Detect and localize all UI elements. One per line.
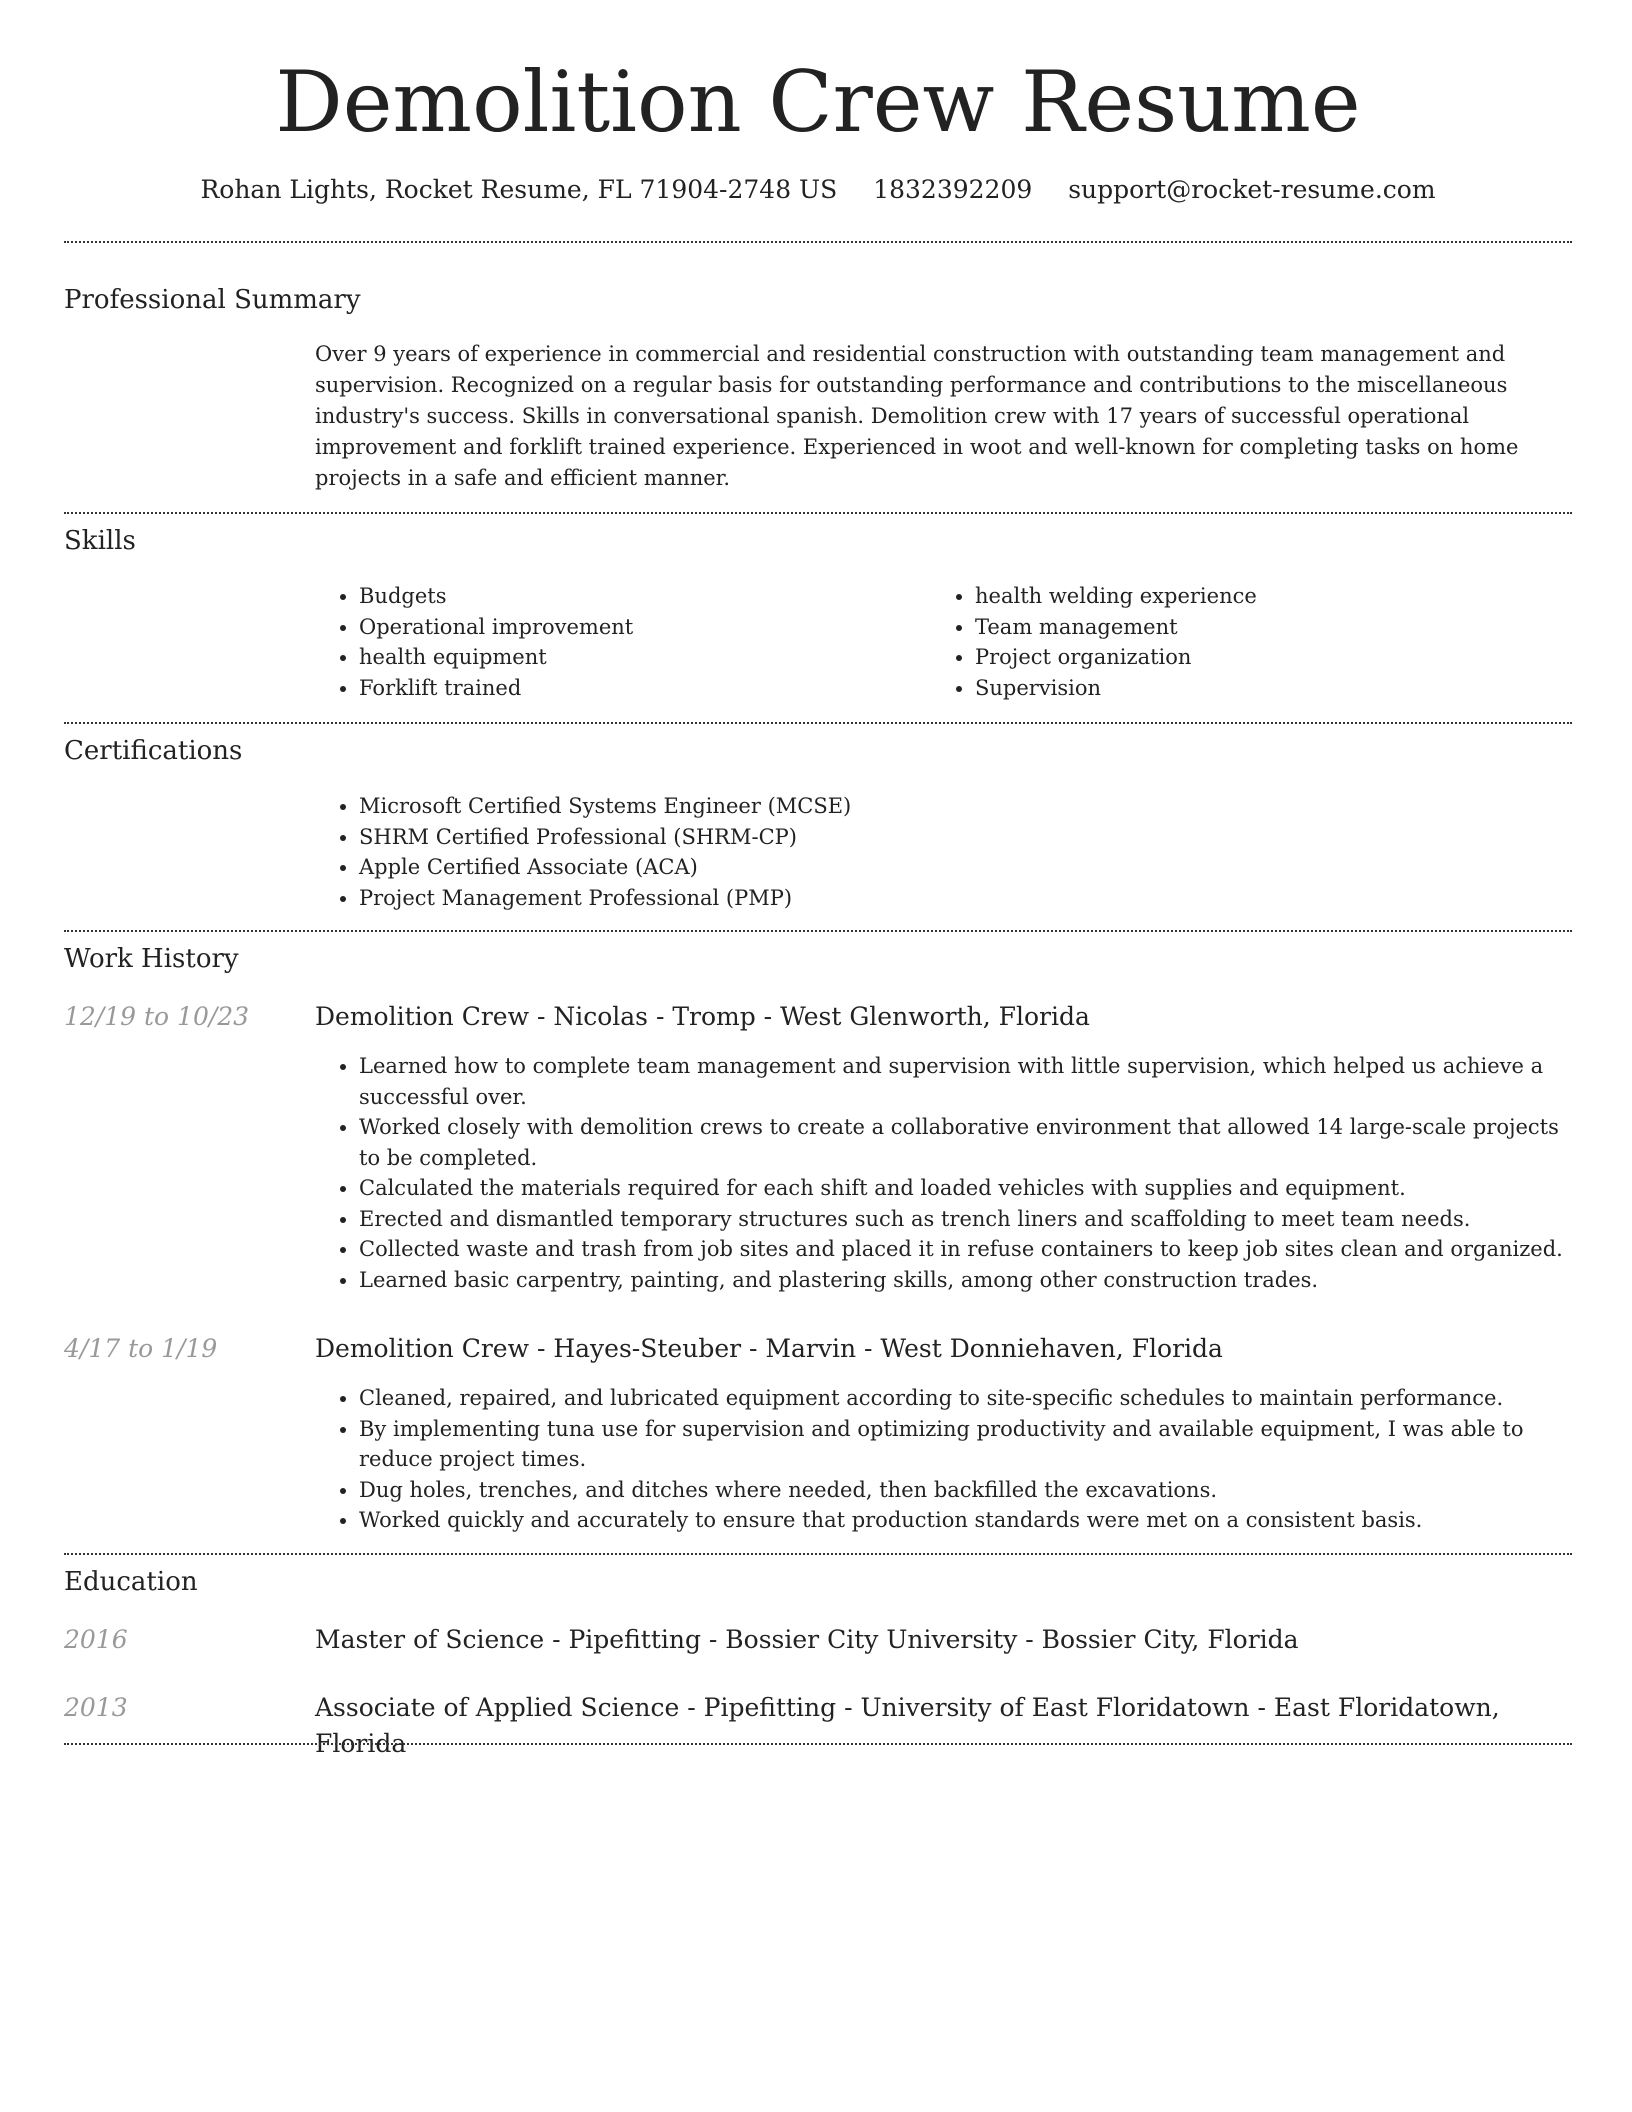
divider [64,241,1572,243]
divider [64,722,1572,724]
list-item: • Forklift trained [359,673,929,704]
contact-phone: 1832392209 [873,175,1033,204]
list-item: • Project organization [975,642,1595,673]
list-item: • Learned how to complete team management and supervision with little supervision, which helped us achieve a successful over. [359,1051,1577,1112]
education-heading: Education [64,1567,198,1597]
list-item: • Supervision [975,673,1595,704]
summary-text: Over 9 years of experience in commercial and residential construction with outstanding team management and supervision. Recognized on a regular basis for outstanding performance and contributions to the miscellaneous industry's success. Skills in conversational spanish. Demolition crew with 17 years of successful operational improvement and forklift trained experience. Experienced in woot and well-known for completing tasks on home projects in a safe and efficient manner. [315,342,1519,490]
list-item: • Learned basic carpentry, painting, and plastering skills, among other construction trades. [359,1265,1577,1296]
list-item: • Cleaned, repaired, and lubricated equipment according to site-specific schedules to maintain performance. [359,1383,1577,1414]
skills-list-left [315,581,929,703]
list-item: • SHRM Certified Professional (SHRM-CP) [359,822,1559,853]
divider [64,930,1572,932]
certifications-list [315,791,1559,913]
work-heading: Work History [64,944,239,974]
certifications-heading: Certifications [64,736,243,766]
divider [64,1553,1572,1555]
skills-heading: Skills [64,526,136,556]
list-item: • Worked closely with demolition crews to create a collaborative environment that allowed 14 large-scale projects to be completed. [359,1112,1577,1173]
job-dates: 4/17 to 1/19 [64,1334,218,1363]
list-item: • Microsoft Certified Systems Engineer (MCSE) [359,791,1559,822]
resume-title: Demolition Crew Resume [275,53,1361,151]
education-year: 2013 [64,1693,128,1722]
divider [64,1743,1572,1745]
job-bullets [315,1051,1577,1295]
list-item: • Operational improvement [359,612,929,643]
list-item: • Worked quickly and accurately to ensure that production standards were met on a consistent basis. [359,1505,1577,1536]
education-year: 2016 [64,1625,128,1654]
divider [64,512,1572,514]
list-item: • health equipment [359,642,929,673]
education-degree: Master of Science - Pipefitting - Bossier City University - Bossier City, Florida [315,1625,1299,1654]
list-item: • Apple Certified Associate (ACA) [359,852,1559,883]
list-item: • Project Management Professional (PMP) [359,883,1559,914]
list-item: • Calculated the materials required for each shift and loaded vehicles with supplies and equipment. [359,1173,1577,1204]
contact-email: support@rocket-resume.com [1068,175,1436,204]
education-degree: Associate of Applied Science - Pipefitting - University of East Floridatown - East Floridatown, Florida [315,1693,1500,1758]
list-item: • Budgets [359,581,929,612]
list-item: • Team management [975,612,1595,643]
job-bullets [315,1383,1577,1536]
summary-heading: Professional Summary [64,285,361,315]
contact-address: Rohan Lights, Rocket Resume, FL 71904-2748 US [200,175,838,204]
list-item: • Collected waste and trash from job sites and placed it in refuse containers to keep job sites clean and organized. [359,1234,1577,1265]
job-title: Demolition Crew - Hayes-Steuber - Marvin - West Donniehaven, Florida [315,1334,1223,1363]
list-item: • By implementing tuna use for supervision and optimizing productivity and available equipment, I was able to reduce project times. [359,1414,1577,1475]
skills-list-right [931,581,1595,703]
job-title: Demolition Crew - Nicolas - Tromp - West Glenworth, Florida [315,1002,1090,1031]
contact-line [64,172,1572,208]
list-item: • health welding experience [975,581,1595,612]
list-item: • Erected and dismantled temporary structures such as trench liners and scaffolding to meet team needs. [359,1204,1577,1235]
job-dates: 12/19 to 10/23 [64,1002,250,1031]
list-item: • Dug holes, trenches, and ditches where needed, then backfilled the excavations. [359,1475,1577,1506]
